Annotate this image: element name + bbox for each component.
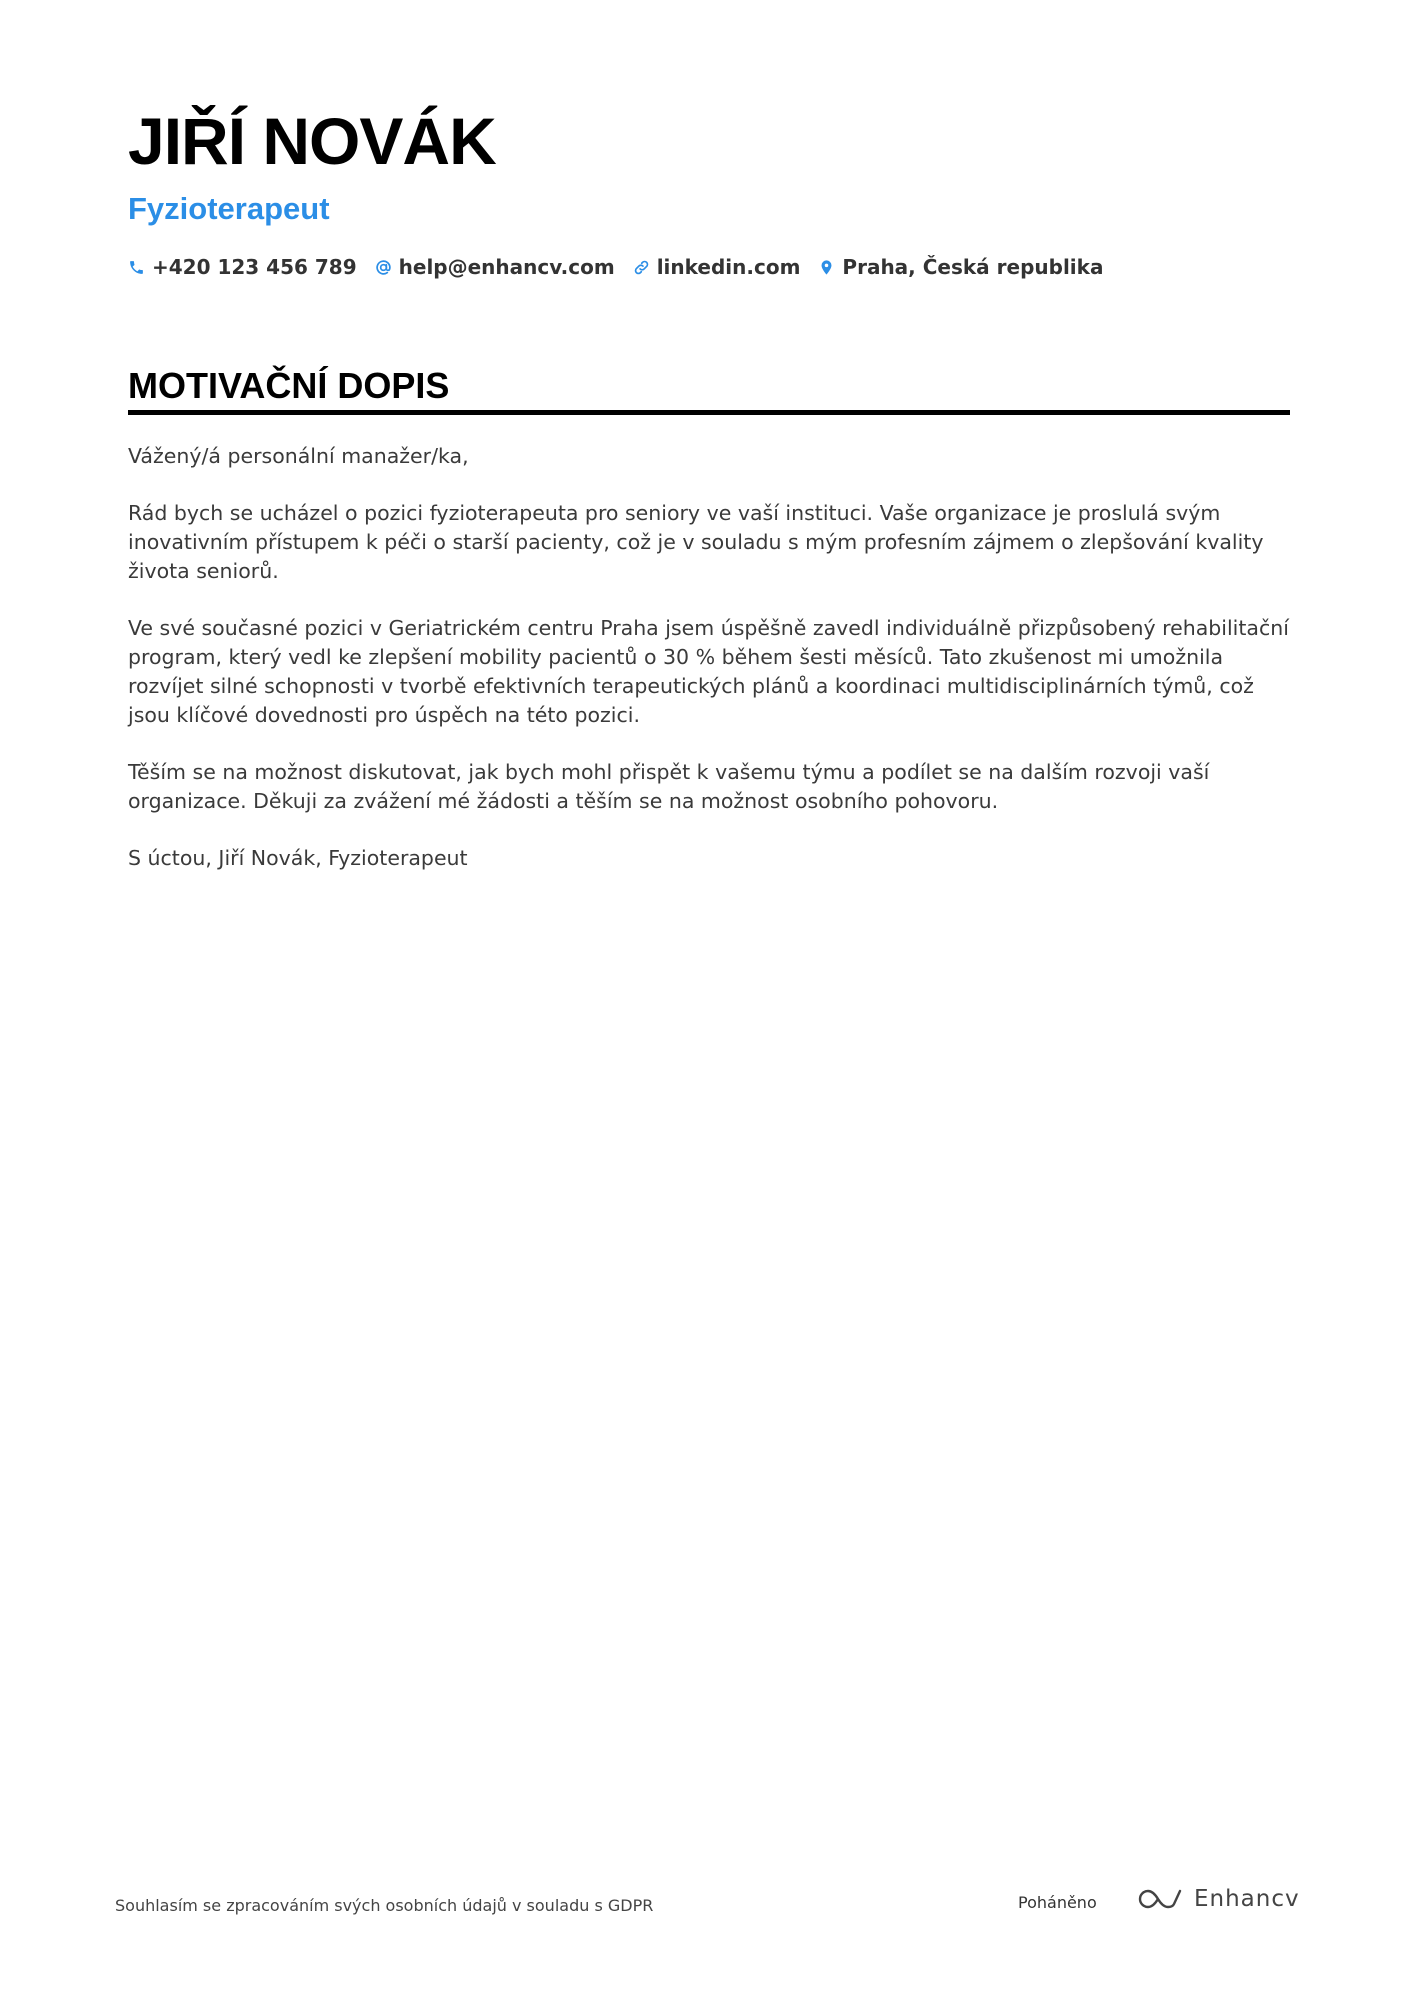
phone-text: +420 123 456 789 <box>152 255 357 279</box>
gdpr-note: Souhlasím se zpracováním svých osobních údajů v souladu s GDPR <box>115 1896 654 1915</box>
contact-linkedin[interactable] <box>633 255 801 279</box>
link-icon <box>633 259 650 276</box>
enhancv-logo-text: Enhancv <box>1194 1886 1300 1912</box>
candidate-name: JIŘÍ NOVÁK <box>128 104 496 178</box>
email-text: help@enhancv.com <box>398 255 615 279</box>
contact-location <box>818 255 1103 279</box>
linkedin-text: linkedin.com <box>656 255 801 279</box>
letter-paragraph: Těším se na možnost diskutovat, jak bych mohl přispět k vašemu týmu a podílet se na dalším rozvoji vaší organizace. Děkuji za zvážení mé žádosti a těším se na možnost osobního pohovoru. <box>128 760 1210 813</box>
phone-icon <box>128 259 145 276</box>
section-title: MOTIVAČNÍ DOPIS <box>128 365 450 406</box>
job-title: Fyzioterapeut <box>128 191 330 226</box>
contact-email[interactable] <box>375 255 615 279</box>
letter-body <box>128 442 1290 901</box>
powered-by-label: Poháněno <box>1018 1893 1097 1912</box>
letter-closing: S úctou, Jiří Novák, Fyzioterapeut <box>128 846 468 870</box>
letter-paragraph: Rád bych se ucházel o pozici fyzioterapeuta pro seniory ve vaší instituci. Vaše organizace je proslulá svým inovativním přístupem k péči o starší pacienty, což je v souladu s mým profesním zájmem o zlepšování kvality života seniorů. <box>128 501 1264 583</box>
at-icon <box>375 259 392 276</box>
location-icon <box>818 259 835 276</box>
section-divider <box>128 410 1290 415</box>
enhancv-logo[interactable] <box>1138 1886 1300 1912</box>
contact-bar <box>128 255 1103 279</box>
letter-paragraph: Ve své současné pozici v Geriatrickém centru Praha jsem úspěšně zavedl individuálně přizpůsobený rehabilitační program, který vedl ke zlepšení mobility pacientů o 30 % během šesti měsíců. Tato zkušenost mi umožnila rozvíjet silné schopnosti v tvorbě efektivních terapeutických plánů a koordinaci multidisciplinárních týmů, což jsou klíčové dovednosti pro úspěch na této pozici. <box>128 616 1289 727</box>
enhancv-logo-icon <box>1138 1886 1184 1912</box>
contact-phone[interactable] <box>128 255 357 279</box>
letter-greeting: Vážený/á personální manažer/ka, <box>128 444 469 468</box>
location-text: Praha, Česká republika <box>842 255 1104 279</box>
